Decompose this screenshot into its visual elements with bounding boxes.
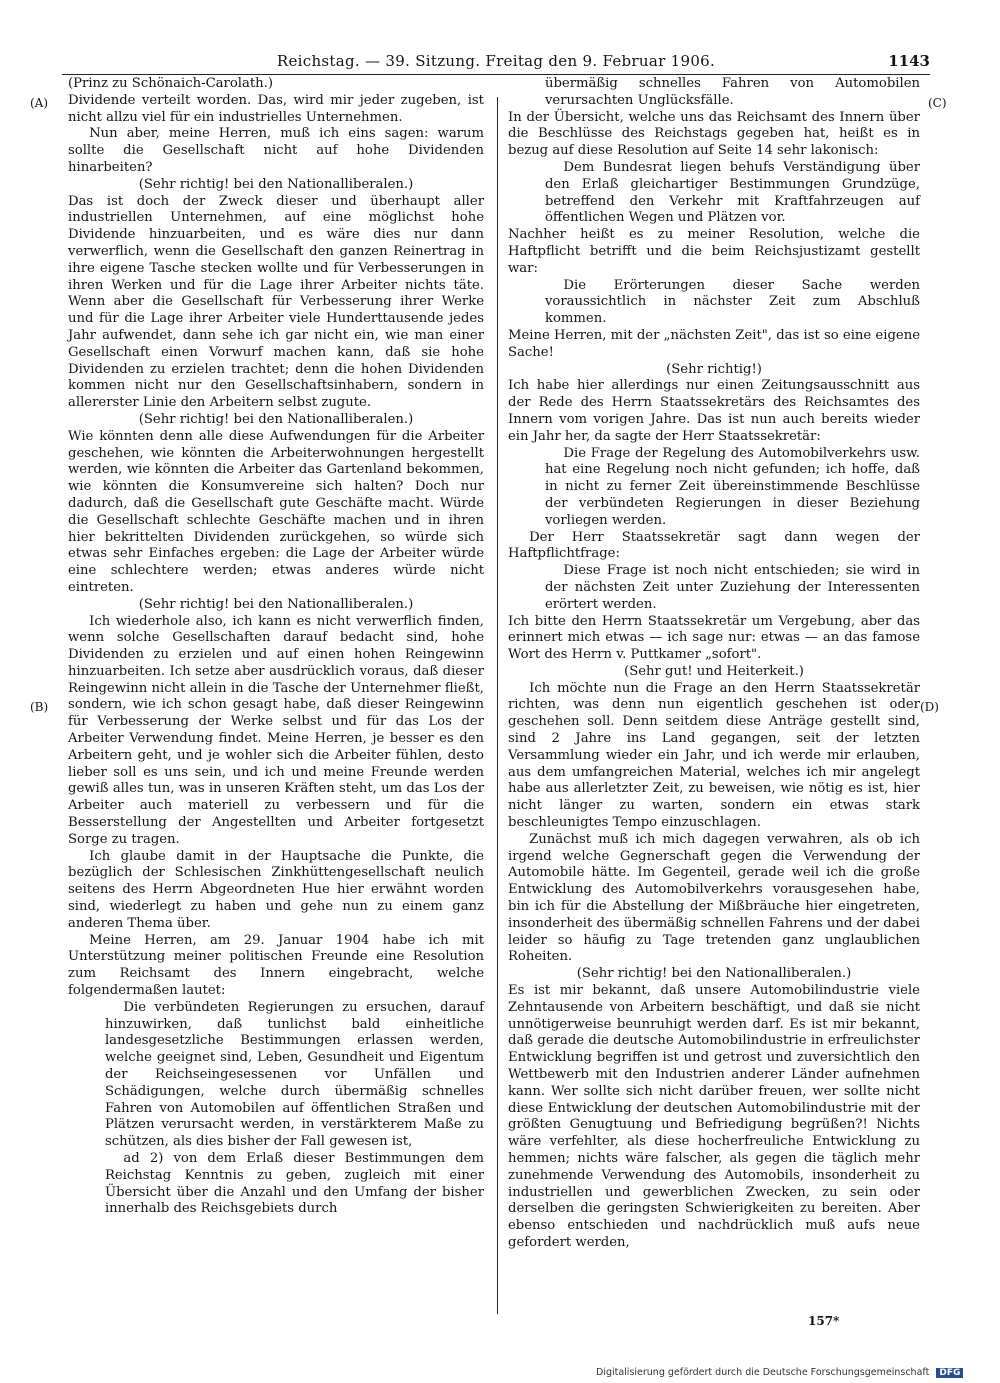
quotation: Diese Frage ist noch nicht entschieden; sie wird in der nächsten Zeit unter Zuziehung der Interessenten erörtert werden.	[544, 563, 920, 612]
paragraph: Dividende verteilt worden. Das, wird mir jeder zugeben, ist nicht allzu viel für ein industrielles Unternehmen.	[68, 92, 484, 125]
footer-text: Digitalisierung gefördert durch die Deutsche Forschungsgemeinschaft	[596, 1367, 930, 1378]
header-rule	[62, 74, 930, 75]
paragraph: Ich möchte nun die Frage an den Herrn Staatssekretär richten, was denn nun eigentlich geschehen ist oder geschehen soll. Denn seitdem diese Anträge gestellt sind, sind 2 Jahre ins Land gegangen, seit der letzten Versammlung wieder ein Jahr, und ich werde mir erlauben, aus dem umfangreichen Material, welches ich mir angelegt habe aus allerletzter Zeit, zu beweisen, wie nötig es ist, hier nicht länger zu warten, sondern ein etwas stark beschleunigtes Tempo einzuschlagen.	[508, 680, 920, 831]
paragraph: Nun aber, meine Herren, muß ich eins sagen: warum sollte die Gesellschaft nicht auf hohe Dividenden hinarbeiten?	[68, 126, 484, 175]
footer	[596, 1367, 963, 1378]
paragraph: Ich wiederhole also, ich kann es nicht verwerflich finden, wenn solche Gesellschaften darauf bedacht sind, hohe Dividenden zu erzielen und auf einen hohen Reingewinn hinzuarbeiten. Ich setze aber ausdrücklich voraus, daß dieser Reingewinn nicht allein in die Tasche der Unternehmer fließt, sondern, wie ich schon gesagt habe, daß dieser Reingewinn für Verbesserung der Werke selbst und für das Los der Arbeiter Verwendung findet. Meine Herren, je besser es den Arbeitern geht, und je wohler sich die Arbeiter fühlen, desto lieber soll es uns sein, und ich und meine Freunde werden gewiß alles tun, was in unseren Kräften steht, um das Los der Arbeiter auch materiell zu verbessern und für die Besserstellung der Angestellten und Arbeiter fortgesetzt Sorge zu tragen.	[68, 613, 484, 847]
quotation: Die Frage der Regelung des Automobilverkehrs usw. hat eine Regelung noch nicht gefunden; ich hoffe, daß in nicht zu ferner Zeit übereinstimmende Beschlüsse der verbündeten Regierungen in dieser Beziehung vorliegen werden.	[544, 445, 920, 528]
quotation: Die Erörterungen dieser Sache werden voraussichtlich in nächster Zeit zum Abschluß kommen.	[544, 277, 920, 327]
interjection: (Sehr richtig! bei den Nationalliberalen.)	[576, 966, 852, 982]
interjection: (Sehr richtig! bei den Nationalliberalen.)	[138, 176, 414, 192]
page-number: 1143	[888, 52, 930, 70]
interjection: (Sehr gut! und Heiterkeit.)	[624, 663, 804, 679]
speaker-name: (Prinz zu Schönaich-Carolath.)	[68, 76, 273, 91]
paragraph: Der Herr Staatssekretär sagt dann wegen der Haftpflichtfrage:	[508, 529, 920, 562]
interjection: (Sehr richtig! bei den Nationalliberalen.)	[138, 411, 414, 427]
margin-marker-b: (B)	[30, 700, 49, 714]
margin-marker-d: (D)	[920, 700, 939, 714]
paragraph: Zunächst muß ich mich dagegen verwahren, als ob ich irgend welche Gegnerschaft gegen die Verwendung der Automobile hätte. Im Gegenteil, gerade weil ich die große Entwicklung des Automobilverkehrs vorausgesehen habe, bin ich für die Abstellung der Mißbräuche hier eingetreten, insonderheit des übermäßig schnellen Fahrens und der dabei leider so häufig zu Tage tretenden ganz unglaublichen Roheiten.	[508, 831, 920, 965]
paragraph: In der Übersicht, welche uns das Reichsamt des Innern über die Beschlüsse des Reichstags gegeben hat, heißt es in bezug auf diese Resolution auf Seite 14 sehr lakonisch:	[508, 109, 920, 159]
paragraph: Wie könnten denn alle diese Aufwendungen für die Arbeiter geschehen, wie könnten die Arbeiterwohnungen hergestellt werden, wie könnten die Arbeiter das Gartenland bekommen, wie könnten die Konsumvereine sich halten? Doch nur dadurch, daß die Gesellschaft gute Geschäfte macht. Würde die Gesellschaft schlechte Geschäfte machen und in ihren hier bekrittelten Dividenden zurückgehen, so würde sich etwas sehr Einfaches ergeben: die Lage der Arbeiter würde eine schlechtere werden; etwas anderes würde nicht eintreten.	[68, 428, 484, 595]
paragraph: Das ist doch der Zweck dieser und überhaupt aller industriellen Unternehmen, auf eine möglichst hohe Dividende hinzuarbeiten, und es wäre dies nur dann verwerflich, wenn die Gesellschaft den ganzen Reinertrag in ihre eigene Tasche stecken wollte und für Verbesserungen in ihren Werken und für die Lage ihrer Arbeiter nichts täte. Wenn aber die Gesellschaft für Verbesserung ihrer Werke und für die Lage ihrer Arbeiter viele Hunderttausende jedes Jahr aufwendet, dann sehe ich gar nicht ein, wie man einer Gesellschaft einen Vorwurf machen kann, daß sie hohe Dividenden zu erzielen trachtet; denn die hohen Dividenden kommen nicht nur den Gesellschaftsinhabern, sondern in allererster Linie den Arbeitern selbst zugute.	[68, 193, 484, 411]
interjection: (Sehr richtig!)	[666, 361, 762, 377]
header-title: Reichstag. — 39. Sitzung. Freitag den 9. Februar 1906.	[276, 52, 716, 70]
quotation: Die verbündeten Regierungen zu ersuchen, darauf hinzuwirken, daß tunlichst bald einheitliche landesgesetzliche Bestimmungen erlassen werden, welche geeignet sind, Leben, Gesundheit und Eigentum der Reichseingesessenen vor Unfällen und Schädigungen, welche durch übermäßig schnelles Fahren von Automobilen auf öffentlichen Straßen und Plätzen verursacht werden, in verstärkterem Maße zu schützen, als dies bisher der Fall gewesen ist,	[104, 999, 484, 1150]
paragraph: Meine Herren, mit der „nächsten Zeit", das ist so eine eigene Sache!	[508, 327, 920, 360]
signature-mark: 157*	[808, 1314, 840, 1328]
paragraph: Es ist mir bekannt, daß unsere Automobilindustrie viele Zehntausende von Arbeitern beschäftigt, und daß sie nicht unnötigerweise beunruhigt werden darf. Es ist mir bekannt, daß gerade die deutsche Automobilindustrie in erfreulichster Entwicklung begriffen ist und getrost und zuversichtlich den Wettbewerb mit den Industrien anderer Länder aufnehmen kann. Wer sollte sich nicht darüber freuen, wer sollte nicht diese Entwicklung der deutschen Automobilindustrie mit der größten Genugtuung und Befriedigung begrüßen?! Nichts wäre verfehlter, als diese hocherfreuliche Entwicklung zu hemmen; nichts wäre falscher, als gegen die täglich mehr zunehmende Verwendung des Automobils, insonderheit zu industriellen und gewerblichen Zwecken, zu sein oder derselben die geringsten Schwierigkeiten zu bereiten. Aber ebenso entschieden und nachdrücklich muß aufs neue gefordert werden,	[508, 983, 920, 1250]
margin-marker-a: (A)	[30, 96, 49, 110]
interjection: (Sehr richtig! bei den Nationalliberalen.)	[138, 596, 414, 612]
dfg-logo: DFG	[936, 1368, 963, 1378]
quotation: übermäßig schnelles Fahren von Automobilen verursachten Unglücksfälle.	[544, 76, 920, 108]
paragraph: Ich bitte den Herrn Staatssekretär um Vergebung, aber das erinnert mich etwas — ich sage nur: etwas — an das famose Wort des Herrn v. Puttkamer „sofort".	[508, 613, 920, 663]
left-column	[68, 76, 484, 1218]
margin-marker-c: (C)	[928, 96, 947, 110]
paragraph: Ich habe hier allerdings nur einen Zeitungsausschnitt aus der Rede des Herrn Staatssekretärs des Reichsamtes des Innern vom vorigen Jahre. Das ist nun auch bereits wieder ein Jahr her, da sagte der Herr Staatssekretär:	[508, 378, 920, 444]
right-column	[508, 76, 920, 1252]
quotation: Dem Bundesrat liegen behufs Verständigung über den Erlaß gleichartiger Bestimmungen Grundzüge, betreffend den Verkehr mit Kraftfahrzeugen auf öffentlichen Wegen und Plätzen vor.	[544, 159, 920, 226]
paragraph: Nachher heißt es zu meiner Resolution, welche die Haftpflicht betrifft und die beim Reichsjustizamt gestellt war:	[508, 227, 920, 276]
quotation: ad 2) von dem Erlaß dieser Bestimmungen dem Reichstag Kenntnis zu geben, zugleich mit einer Übersicht über die Anzahl und den Umfang der bisher innerhalb des Reichsgebiets durch	[104, 1151, 484, 1217]
running-header	[62, 48, 930, 74]
paragraph: Ich glaube damit in der Hauptsache die Punkte, die bezüglich der Schlesischen Zinkhüttengesellschaft neulich seitens des Herrn Abgeordneten Hue hier erwähnt worden sind, wiederlegt zu haben und gehe nun zu einem ganz anderen Thema über.	[68, 848, 484, 931]
column-divider	[497, 97, 498, 1314]
paragraph: Meine Herren, am 29. Januar 1904 habe ich mit Unterstützung meiner politischen Freunde eine Resolution zum Reichsamt des Innern eingebracht, welche folgendermaßen lautet:	[68, 932, 484, 999]
